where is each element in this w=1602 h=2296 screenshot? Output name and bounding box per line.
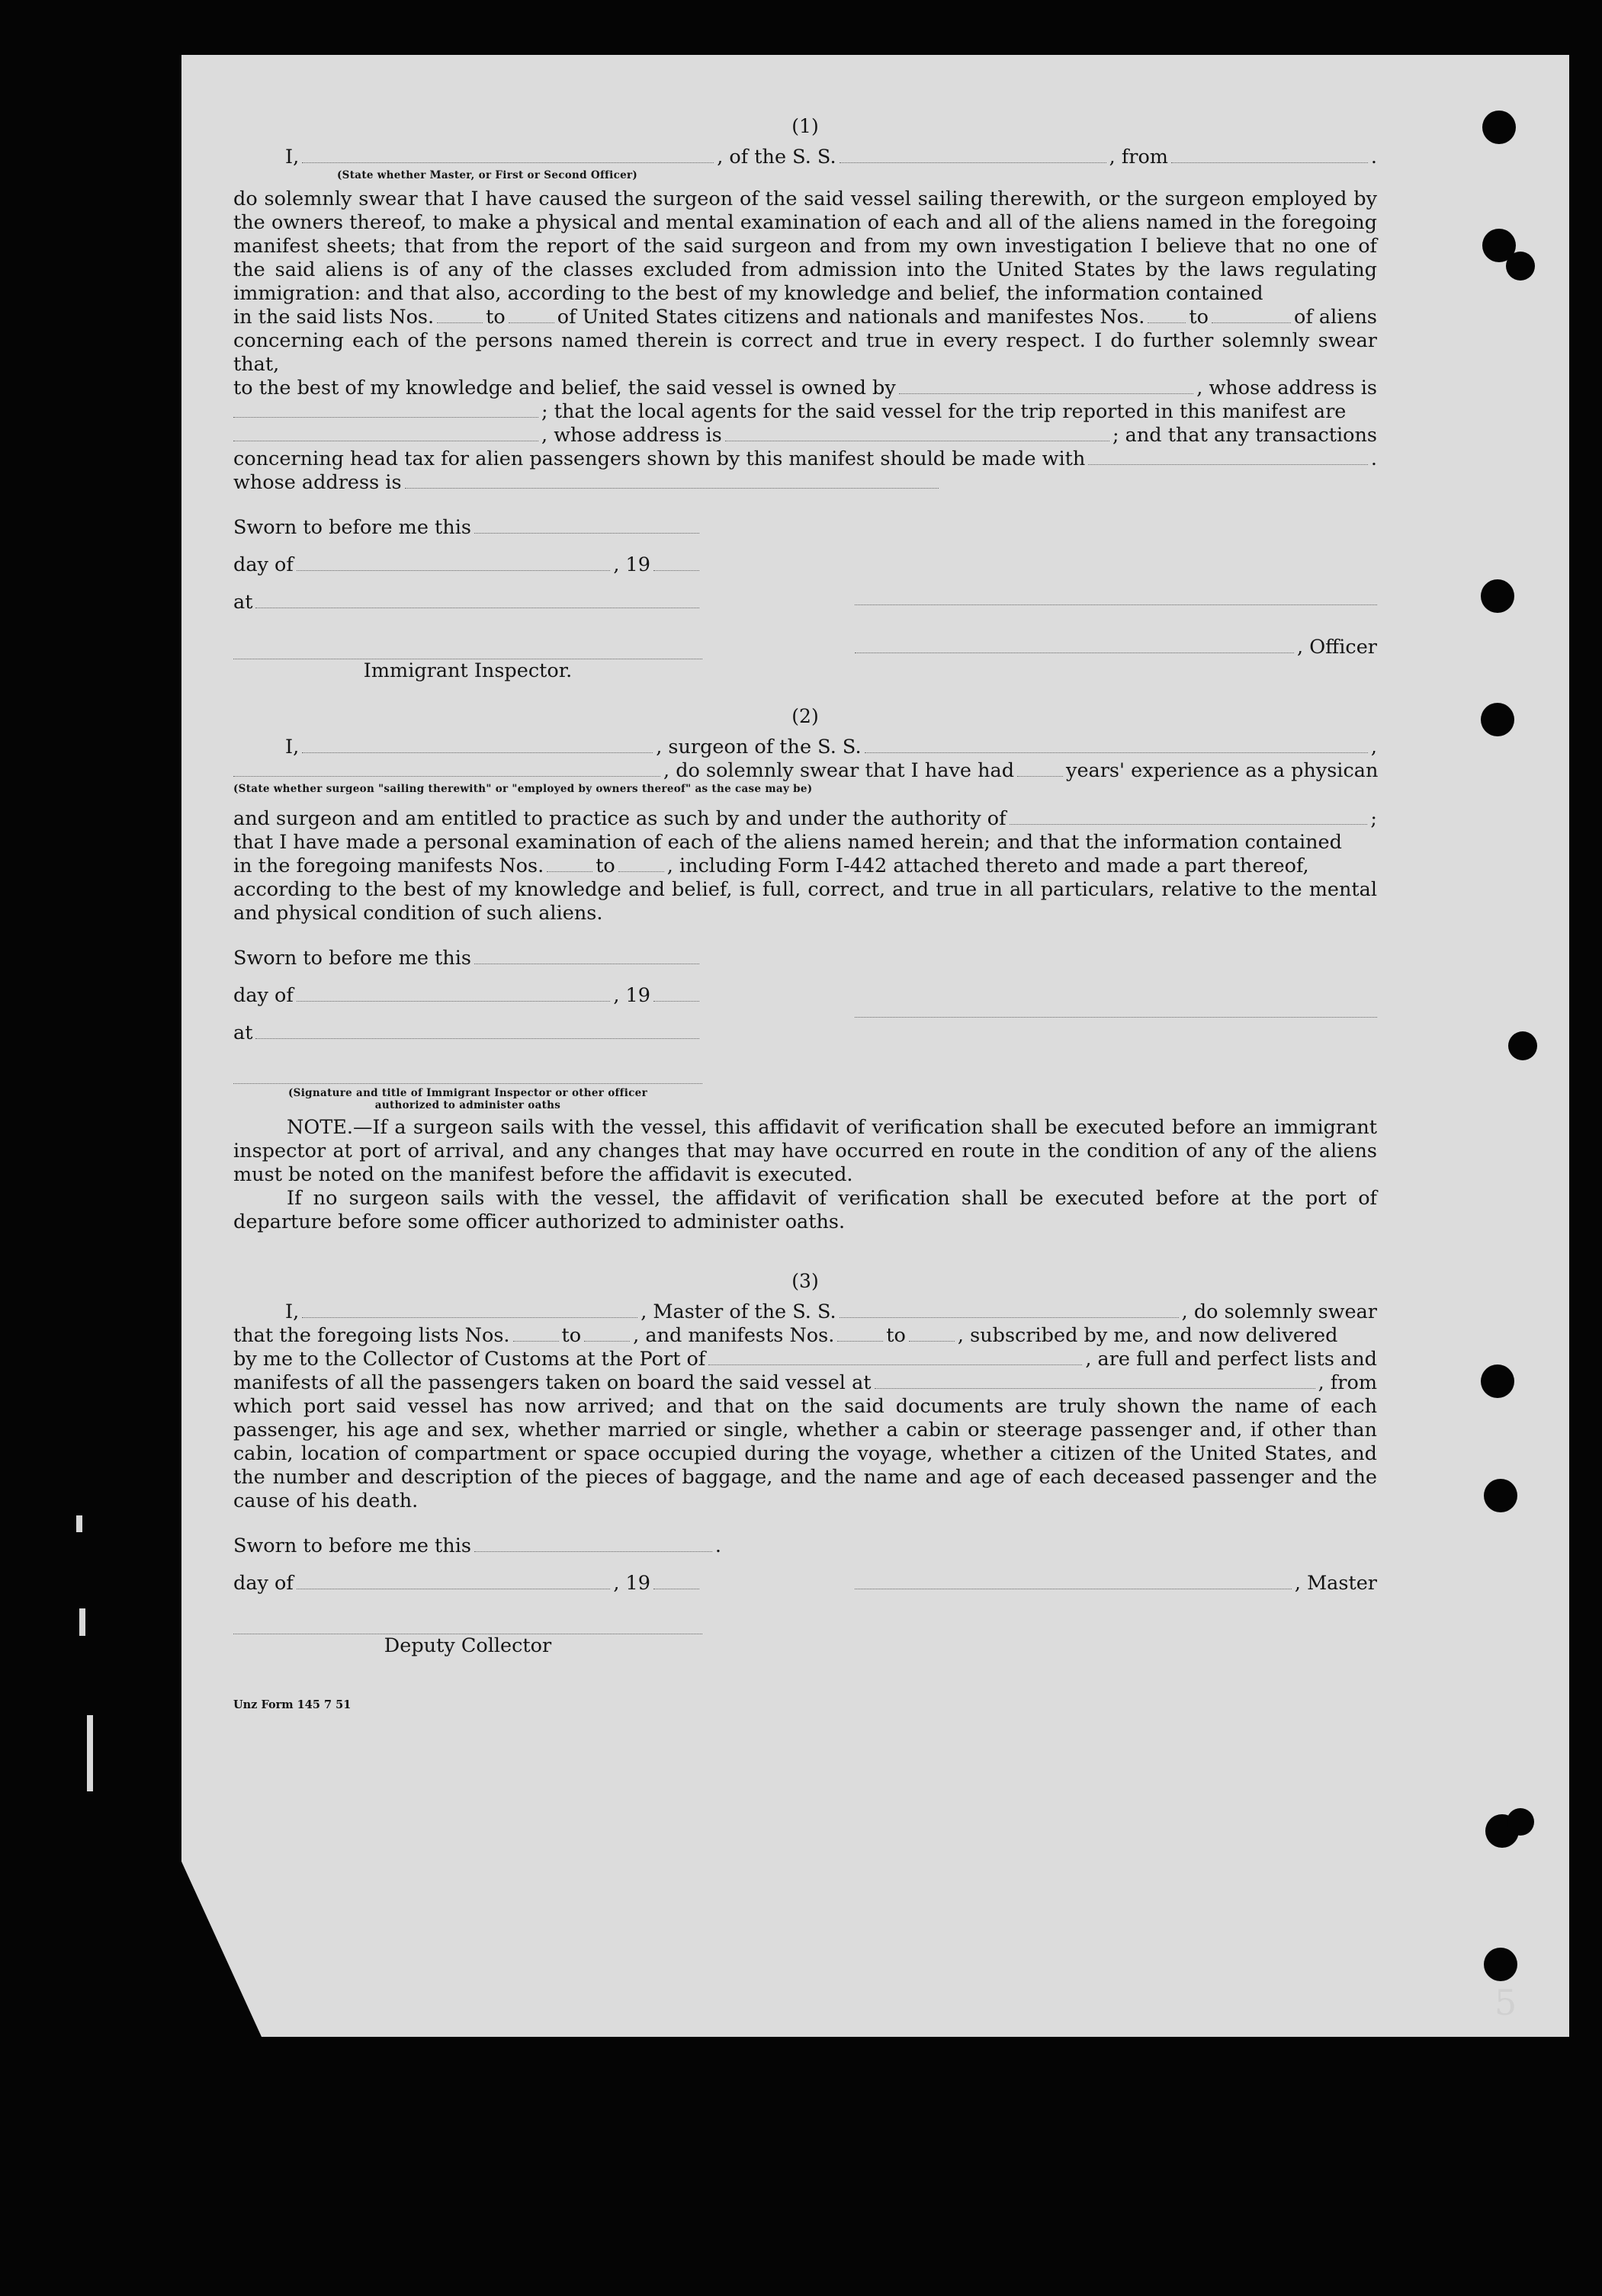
corner-mark: 5: [1494, 1982, 1517, 2023]
deputy-block: [233, 1617, 702, 1658]
month-field[interactable]: [297, 984, 610, 1002]
text: , from: [1318, 1371, 1377, 1394]
text: ; that the local agents for the said vessel for the trip reported in this manifest are: [541, 400, 1347, 423]
text: .: [714, 1534, 721, 1557]
film-mark: [87, 1715, 93, 1791]
punch-hole: [1484, 1479, 1517, 1512]
text: , Officer: [1297, 636, 1377, 659]
text: that the foregoing lists Nos.: [233, 1324, 510, 1347]
sworn-block-1: [233, 516, 1377, 614]
text: to the best of my knowledge and belief, the said vessel is owned by: [233, 377, 896, 399]
paragraph: do solemnly swear that I have caused the surgeon of the said vessel sailing therewith, or the surgeon employed by the owners thereof, to make a physical and mental examination of each and all of the aliens named in the foregoing manifest sheets; that from the report of the said surgeon and from my own investigation I believe that no one of the said aliens is of any of the classes excluded from admission into the United States by the laws regulating immigration: and that also, according to the best of my knowledge and belief, the information contained: [233, 188, 1377, 305]
text: , 19: [613, 553, 650, 576]
section-number: (3): [791, 1270, 819, 1292]
year-field[interactable]: [653, 1572, 699, 1589]
master-name-field[interactable]: [302, 1300, 637, 1318]
year-field[interactable]: [653, 984, 699, 1002]
surgeon-line: [233, 736, 1377, 759]
text: ;: [1370, 807, 1377, 830]
authority-field[interactable]: [1010, 807, 1368, 825]
text: years' experience as a physican: [1066, 759, 1379, 782]
text: whose address is: [233, 471, 402, 494]
text: to: [561, 1324, 582, 1347]
inspector-block: [233, 636, 1377, 683]
text: day of: [233, 984, 294, 1007]
manifest-to-field[interactable]: [618, 855, 664, 872]
year-field[interactable]: [653, 553, 699, 571]
list-from-field[interactable]: [437, 306, 483, 323]
owner-address-field[interactable]: [233, 400, 538, 418]
text: , including Form I-442 attached thereto and made a part thereof,: [666, 855, 1309, 877]
text: , Master of the S. S.: [640, 1300, 836, 1323]
officer-note: (State whether Master, or First or Second Officer): [337, 169, 638, 181]
text: , of the S. S.: [717, 146, 836, 168]
paragraph: that I have made a personal examination of each of the aliens named herein; and that the information contained: [233, 831, 1342, 854]
text: concerning head tax for alien passengers shown by this manifest should be made with: [233, 447, 1086, 470]
text: day of: [233, 553, 294, 576]
punch-hole: [1481, 703, 1514, 736]
affidavit-document: [233, 114, 1377, 1717]
punch-hole: [1506, 252, 1535, 281]
vessel-name-field[interactable]: [840, 146, 1106, 163]
place-field[interactable]: [255, 1021, 699, 1039]
text: , do solemnly swear: [1181, 1300, 1377, 1323]
list-to-field[interactable]: [584, 1324, 630, 1342]
agents-address-field[interactable]: [725, 424, 1109, 441]
film-mark: [76, 1515, 82, 1532]
text: of United States citizens and nationals and manifestes Nos.: [557, 306, 1145, 329]
vessel-name-field[interactable]: [865, 736, 1368, 753]
experience-line: [233, 759, 1377, 783]
inspector-label: Immigrant Inspector.: [363, 659, 573, 682]
text: to: [596, 855, 615, 877]
sworn-block-2: [233, 947, 1377, 1111]
manifest-from-field[interactable]: [837, 1324, 883, 1342]
signature-line[interactable]: [855, 588, 1377, 605]
text: I,: [285, 146, 300, 168]
text: , whose address is: [541, 424, 722, 447]
text: day of: [233, 1572, 294, 1595]
lists-line: [233, 306, 1377, 329]
officer-name-field[interactable]: [302, 146, 714, 163]
text: , 19: [613, 1572, 650, 1595]
authority-line: [233, 807, 1377, 831]
note-paragraph: If no surgeon sails with the vessel, the affidavit of verification shall be executed before at the port of departure before some officer authorized to administer oaths.: [233, 1187, 1377, 1233]
text: to: [886, 1324, 906, 1347]
film-mark: [79, 1608, 85, 1636]
text: , are full and perfect lists and: [1085, 1348, 1377, 1371]
officer-line: [233, 146, 1377, 169]
text: Sworn to before me this: [233, 516, 471, 539]
text: I,: [285, 736, 300, 758]
text: I,: [285, 1300, 300, 1323]
month-field[interactable]: [297, 553, 610, 571]
text: manifests of all the passengers taken on board the said vessel at: [233, 1371, 872, 1394]
paragraph: according to the best of my knowledge and belief, is full, correct, and true in all particulars, relative to the mental and physical condition of such aliens.: [233, 878, 1377, 925]
officer-signature-line[interactable]: [855, 636, 1294, 653]
whose-address-line: [233, 471, 1377, 495]
punch-hole: [1481, 579, 1514, 613]
punch-hole: [1484, 1948, 1517, 1981]
paragraph: which port said vessel has now arrived; and that on the said documents are truly shown the name of each passenger, his age and sex, whether married or single, whether a cabin or steerage passenger and, if other than cabin, location of compartment or space occupied during the voyage, whether a citizen of the United States, and the number and description of the pieces of baggage, and the name and age of each deceased passenger and the cause of his death.: [233, 1395, 1377, 1512]
text: Sworn to before me this: [233, 947, 471, 970]
owner-field[interactable]: [899, 377, 1194, 394]
manifests-line: [233, 855, 1377, 878]
text: at: [233, 591, 253, 614]
day-master-line: [233, 1572, 1377, 1595]
master-signature-line[interactable]: [855, 1572, 1292, 1589]
surgeon-name-field[interactable]: [302, 736, 653, 753]
board-line: [233, 1371, 1377, 1395]
sworn-line-3: [233, 1534, 721, 1558]
text: .: [1370, 447, 1377, 470]
list-from-field[interactable]: [513, 1324, 559, 1342]
manifest-from-field[interactable]: [547, 855, 592, 872]
text: , surgeon of the S. S.: [656, 736, 862, 758]
text: and surgeon and am entitled to practice as such by and under the authority of: [233, 807, 1006, 830]
text: to: [486, 306, 506, 329]
agents-address-line: [233, 424, 1377, 447]
deputy-label: Deputy Collector: [384, 1634, 552, 1657]
section-number: (2): [791, 705, 819, 727]
text: at: [233, 1021, 253, 1044]
punch-hole: [1507, 1808, 1534, 1836]
surgeon-status-field[interactable]: [233, 759, 660, 777]
lists-line: [233, 1324, 1377, 1348]
inspector-signature-line[interactable]: [233, 642, 702, 659]
manifest-to-field[interactable]: [1212, 306, 1291, 323]
form-id: Unz Form 145 7 51: [233, 1698, 352, 1711]
surgeon-note: (State whether surgeon "sailing therewith" or "employed by owners thereof" as the case may be): [233, 783, 813, 795]
manifest-to-field[interactable]: [909, 1324, 955, 1342]
punch-hole: [1482, 111, 1516, 144]
agents-field[interactable]: [233, 424, 538, 441]
headtax-address-field[interactable]: [405, 471, 939, 489]
manifest-from-field[interactable]: [1148, 306, 1186, 323]
text: to: [1189, 306, 1209, 329]
signature-note: (Signature and title of Immigrant Inspector or other officer authorized to administer oaths: [288, 1087, 647, 1111]
text: in the foregoing manifests Nos.: [233, 855, 544, 877]
headtax-contact-field[interactable]: [1088, 447, 1368, 465]
section-number: (1): [791, 115, 819, 137]
text: , 19: [613, 984, 650, 1007]
text: of aliens: [1293, 306, 1377, 329]
sworn-date-field[interactable]: [474, 947, 699, 964]
text: , and manifests Nos.: [633, 1324, 835, 1347]
master-line: [233, 1300, 1377, 1324]
surgeon-signature-line[interactable]: [855, 1000, 1377, 1018]
sworn-date-field[interactable]: [474, 1534, 712, 1552]
punch-hole: [1481, 1364, 1514, 1398]
list-to-field[interactable]: [509, 306, 554, 323]
paragraph: concerning each of the persons named therein is correct and true in every respect. I do further solemnly swear that,: [233, 329, 1377, 376]
text: Sworn to before me this: [233, 1534, 471, 1557]
text: , do solemnly swear that I have had: [663, 759, 1015, 782]
text: , Master: [1294, 1572, 1377, 1595]
text: , whose address is: [1196, 377, 1377, 399]
note-paragraph: NOTE.—If a surgeon sails with the vessel, this affidavit of verification shall be executed before an immigrant inspector at port of arrival, and any changes that may have occurred en route in the condition of any of the aliens must be noted on the manifest before the affidavit is executed.: [233, 1116, 1377, 1186]
text: ; and that any transactions: [1112, 424, 1377, 447]
text: by me to the Collector of Customs at the Port of: [233, 1348, 706, 1371]
deputy-signature-line[interactable]: [233, 1617, 702, 1634]
sworn-date-field[interactable]: [474, 516, 699, 534]
text: , from: [1109, 146, 1168, 168]
departure-port-field[interactable]: [875, 1371, 1315, 1389]
text: .: [1370, 146, 1377, 168]
punch-hole: [1508, 1031, 1537, 1060]
place-field[interactable]: [255, 591, 699, 608]
port-line: [233, 1348, 1377, 1371]
vessel-name-field[interactable]: [840, 1300, 1179, 1318]
headtax-line: [233, 447, 1377, 471]
agents-line: [233, 400, 1377, 424]
text: in the said lists Nos.: [233, 306, 435, 329]
port-field[interactable]: [708, 1348, 1082, 1365]
years-field[interactable]: [1017, 759, 1063, 777]
text: , subscribed by me, and now delivered: [957, 1324, 1338, 1347]
from-port-field[interactable]: [1171, 146, 1368, 163]
month-field[interactable]: [297, 1572, 610, 1589]
inspector-signature-line[interactable]: [233, 1066, 702, 1084]
text: ,: [1370, 736, 1377, 758]
owned-line: [233, 377, 1377, 400]
